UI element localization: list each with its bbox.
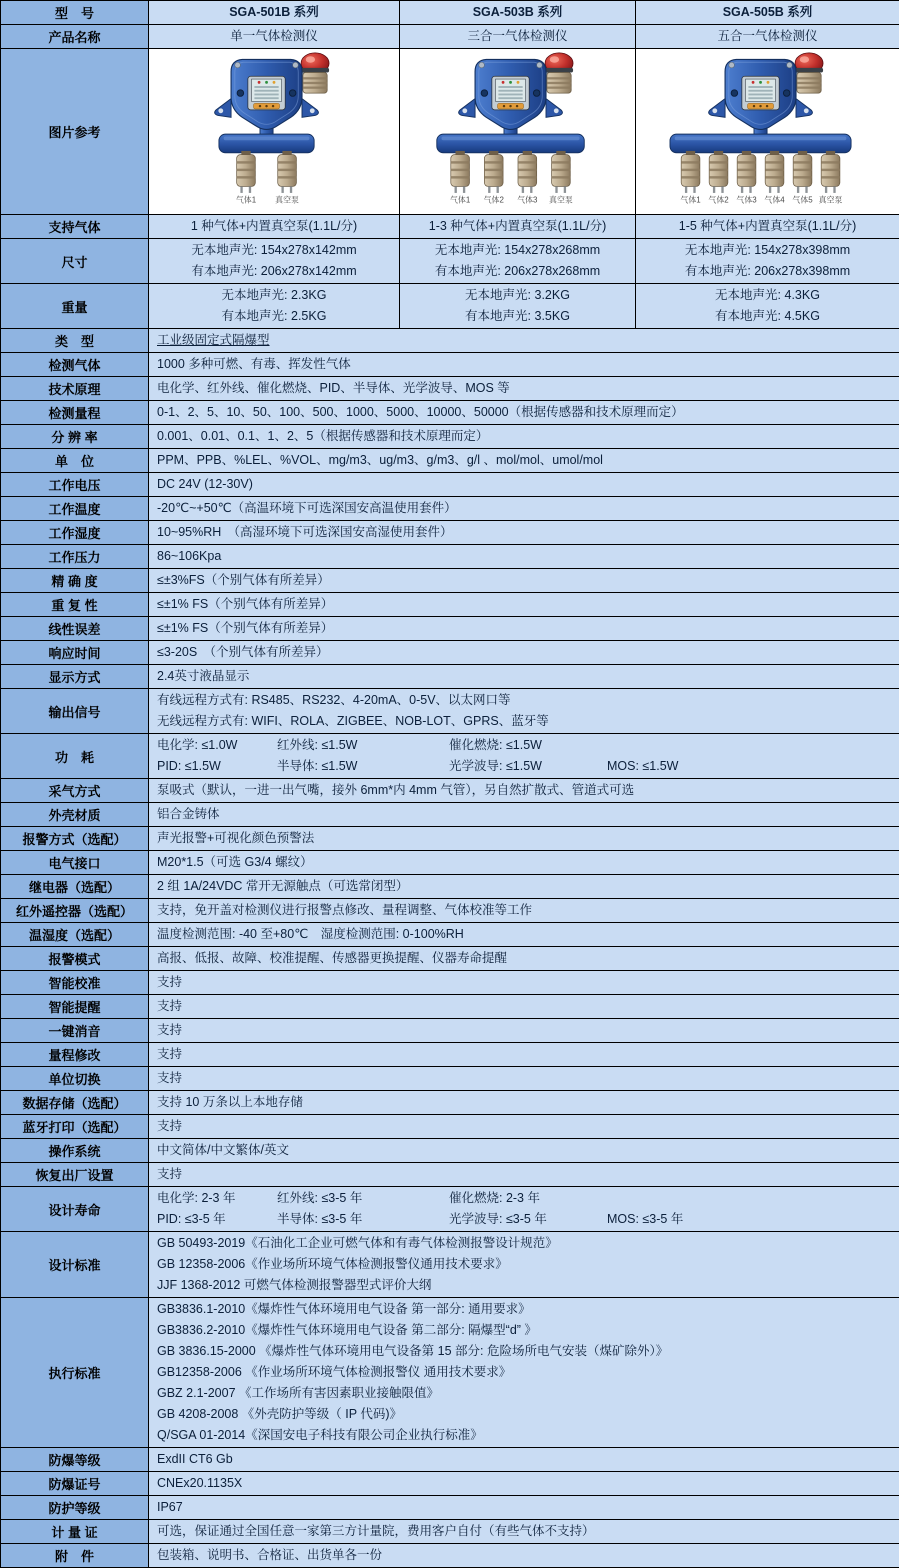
cell-relay-text: 2 组 1A/24VDC 常开无源触点（可选常闭型） [157, 879, 408, 893]
cell-detect-gas [149, 353, 899, 377]
spec-row-bt-print [1, 1115, 899, 1139]
cell-dimensions-2-line: 无本地声光: 154x278x268mm [402, 240, 633, 261]
spec-row-work-humidity [1, 521, 899, 545]
row-label-response-time: 响应时间 [1, 641, 149, 665]
row-label-design-standard: 设计标准 [1, 1232, 149, 1298]
cell-dimensions-1-line: 无本地声光: 154x278x142mm [151, 240, 397, 261]
spec-row-unit-switch [1, 1067, 899, 1091]
row-label-smart-calibration: 智能校准 [1, 971, 149, 995]
row-label-linearity: 线性误差 [1, 617, 149, 641]
cell-design-standard-line-3: JJF 1368-2012 可燃气体检测报警器型式评价大纲 [157, 1275, 891, 1296]
cell-alarm-method-text: 声光报警+可视化颜色预警法 [157, 831, 314, 845]
spec-row-ip-grade [1, 1496, 899, 1520]
cell-design-life-item: PID: ≤3-5 年 [157, 1209, 277, 1230]
cell-exec-standard-line-3: GB 3836.15-2000 《爆炸性气体环境用电气设备第 15 部分: 危险场所电气安装（煤矿除外）》 [157, 1341, 891, 1362]
row-label-unit: 单 位 [1, 449, 149, 473]
sensor-label: 气体2 [708, 194, 728, 204]
spec-row-accessories [1, 1544, 899, 1568]
spec-row-voltage [1, 473, 899, 497]
cell-housing [149, 803, 899, 827]
spec-row-model [1, 1, 899, 25]
cell-exec-standard-line-1: GB3836.1-2010《爆炸性气体环境用电气设备 第一部分: 通用要求》 [157, 1299, 891, 1320]
cell-dimensions-3-line: 无本地声光: 154x278x398mm [638, 240, 897, 261]
spec-row-response-time [1, 641, 899, 665]
cell-resolution-text: 0.001、0.01、0.1、1、2、5（根据传感器和技术原理而定） [157, 429, 488, 443]
cell-dimensions-3 [636, 239, 899, 284]
spec-row-alarm-modes [1, 947, 899, 971]
cell-supported-gases-2: 1-3 种气体+内置真空泵(1.1L/分) [400, 215, 636, 239]
cell-design-standard-line-1: GB 50493-2019《石油化工企业可燃气体和有毒气体检测报警设计规范》 [157, 1233, 891, 1254]
cell-principle-text: 电化学、红外线、催化燃烧、PID、半导体、光学波导、MOS 等 [157, 381, 510, 395]
cell-exec-standard-line-4: GB12358-2006 《作业场所环境气体检测报警仪 通用技术要求》 [157, 1362, 891, 1383]
cell-output-signal [149, 689, 899, 734]
cell-weight-3 [636, 284, 899, 329]
spec-row-sampling [1, 779, 899, 803]
spec-row-ex-cert [1, 1472, 899, 1496]
spec-row-image-reference [1, 49, 899, 215]
cell-design-life-item: 电化学: 2-3 年 [157, 1188, 277, 1209]
sensor-label: 气体3 [736, 194, 757, 204]
cell-bt-print-text: 支持 [157, 1119, 182, 1133]
cell-power-consumption-item: 光学波导: ≤1.5W [449, 756, 607, 777]
spec-row-accuracy [1, 569, 899, 593]
spec-row-metrology-cert [1, 1520, 899, 1544]
cell-smart-reminder [149, 995, 899, 1019]
row-label-display: 显示方式 [1, 665, 149, 689]
cell-power-consumption-item: MOS: ≤1.5W [607, 756, 891, 777]
cell-weight-3-line: 有本地声光: 4.5KG [638, 306, 897, 327]
row-label-range: 检测量程 [1, 401, 149, 425]
row-label-sampling: 采气方式 [1, 779, 149, 803]
row-label-ir-remote: 红外遥控器（选配） [1, 899, 149, 923]
cell-display-text: 2.4英寸液晶显示 [157, 669, 249, 683]
cell-work-pressure-text: 86~106Kpa [157, 549, 221, 563]
cell-weight-3-line: 无本地声光: 4.3KG [638, 285, 897, 306]
cell-design-life-item: MOS: ≤3-5 年 [607, 1209, 891, 1230]
cell-exec-standard-line-7: Q/SGA 01-2014《深国安电子科技有限公司企业执行标准》 [157, 1425, 891, 1446]
row-label-bt-print: 蓝牙打印（选配） [1, 1115, 149, 1139]
cell-display [149, 665, 899, 689]
cell-weight-1-line: 无本地声光: 2.3KG [151, 285, 397, 306]
cell-linearity-text: ≤±1% FS（个别气体有所差异） [157, 621, 333, 635]
row-label-factory-reset: 恢复出厂设置 [1, 1163, 149, 1187]
cell-principle [149, 377, 899, 401]
cell-range-text: 0-1、2、5、10、50、100、500、1000、5000、10000、50000（根据传感器和技术原理而定） [157, 405, 684, 419]
spec-row-weight [1, 284, 899, 329]
row-label-voltage: 工作电压 [1, 473, 149, 497]
row-label-one-key-mute: 一键消音 [1, 1019, 149, 1043]
spec-row-power-consumption [1, 734, 899, 779]
cell-power-consumption-item: 半导体: ≤1.5W [277, 756, 449, 777]
row-label-data-storage: 数据存储（选配） [1, 1091, 149, 1115]
row-label-exec-standard: 执行标准 [1, 1298, 149, 1448]
spec-row-relay [1, 875, 899, 899]
spec-row-ex-grade [1, 1448, 899, 1472]
spec-row-output-signal [1, 689, 899, 734]
cell-factory-reset-text: 支持 [157, 1167, 182, 1181]
cell-alarm-modes [149, 947, 899, 971]
spec-row-product-name [1, 25, 899, 49]
spec-row-temp-humidity [1, 923, 899, 947]
cell-metrology-cert [149, 1520, 899, 1544]
cell-unit-switch [149, 1067, 899, 1091]
cell-design-life-item: 光学波导: ≤3-5 年 [449, 1209, 607, 1230]
cell-one-key-mute-text: 支持 [157, 1023, 182, 1037]
cell-ir-remote [149, 899, 899, 923]
cell-housing-text: 铝合金铸体 [157, 807, 220, 821]
cell-sampling [149, 779, 899, 803]
product-photo-3 [636, 49, 899, 215]
spec-row-display [1, 665, 899, 689]
cell-supported-gases-3: 1-5 种气体+内置真空泵(1.1L/分) [636, 215, 899, 239]
row-label-metrology-cert: 计 量 证 [1, 1520, 149, 1544]
sensor-label: 气体1 [680, 194, 701, 204]
spec-row-detect-gas [1, 353, 899, 377]
cell-ip-grade [149, 1496, 899, 1520]
spec-row-alarm-method [1, 827, 899, 851]
row-label-weight: 重量 [1, 284, 149, 329]
row-label-work-temp: 工作温度 [1, 497, 149, 521]
cell-design-standard-line-2: GB 12358-2006《作业场所环境气体检测报警仪通用技术要求》 [157, 1254, 891, 1275]
cell-accessories-text: 包装箱、说明书、合格证、出货单各一份 [157, 1548, 382, 1562]
cell-data-storage [149, 1091, 899, 1115]
cell-ex-grade [149, 1448, 899, 1472]
gas-detector-illustration [651, 52, 885, 206]
sensor-label: 真空泵 [275, 194, 299, 204]
cell-power-consumption [149, 734, 899, 779]
row-label-unit-switch: 单位切换 [1, 1067, 149, 1091]
cell-power-consumption-item: 催化燃烧: ≤1.5W [449, 735, 607, 756]
cell-alarm-method [149, 827, 899, 851]
cell-os [149, 1139, 899, 1163]
spec-row-type [1, 329, 899, 353]
cell-weight-1 [149, 284, 400, 329]
row-label-temp-humidity: 温湿度（选配） [1, 923, 149, 947]
spec-row-housing [1, 803, 899, 827]
cell-accuracy-text: ≤±3%FS（个别气体有所差异） [157, 573, 330, 587]
sensor-label: 真空泵 [818, 194, 842, 204]
cell-response-time-text: ≤3-20S （个别气体有所差异） [157, 645, 328, 659]
cell-work-humidity-text: 10~95%RH （高湿环境下可选深国安高湿使用套件） [157, 525, 453, 539]
cell-power-consumption-item: 电化学: ≤1.0W [157, 735, 277, 756]
spec-row-work-pressure [1, 545, 899, 569]
cell-one-key-mute [149, 1019, 899, 1043]
cell-design-life-item: 半导体: ≤3-5 年 [277, 1209, 449, 1230]
cell-electrical-port-text: M20*1.5（可选 G3/4 螺纹） [157, 855, 313, 869]
cell-weight-2-line: 有本地声光: 3.5KG [402, 306, 633, 327]
spec-row-linearity [1, 617, 899, 641]
cell-output-signal-line-2: 无线远程方式有: WIFI、ROLA、ZIGBEE、NOB-LOT、GPRS、蓝牙等 [157, 711, 891, 732]
row-label-alarm-modes: 报警模式 [1, 947, 149, 971]
cell-alarm-modes-text: 高报、低报、故障、校准提醒、传感器更换提醒、仪器寿命提醒 [157, 951, 507, 965]
sensor-label: 气体1 [236, 194, 257, 204]
cell-ip-grade-text: IP67 [157, 1500, 183, 1514]
cell-exec-standard [149, 1298, 899, 1448]
cell-weight-2-line: 无本地声光: 3.2KG [402, 285, 633, 306]
row-label-dimensions: 尺寸 [1, 239, 149, 284]
row-label-detect-gas: 检测气体 [1, 353, 149, 377]
row-label-work-pressure: 工作压力 [1, 545, 149, 569]
row-label-relay: 继电器（选配） [1, 875, 149, 899]
row-label-smart-reminder: 智能提醒 [1, 995, 149, 1019]
sensor-label: 气体5 [792, 194, 813, 204]
product-photo-2 [400, 49, 636, 215]
sensor-label: 气体1 [450, 194, 471, 204]
spec-row-design-standard [1, 1232, 899, 1298]
cell-response-time [149, 641, 899, 665]
spec-row-work-temp [1, 497, 899, 521]
cell-metrology-cert-text: 可选，保证通过全国任意一家第三方计量院，费用客户自付（有些气体不支持） [157, 1524, 595, 1538]
cell-dimensions-2 [400, 239, 636, 284]
cell-repeatability [149, 593, 899, 617]
row-label-ex-grade: 防爆等级 [1, 1448, 149, 1472]
row-label-range-modify: 量程修改 [1, 1043, 149, 1067]
cell-design-life-item: 红外线: ≤3-5 年 [277, 1188, 449, 1209]
cell-relay [149, 875, 899, 899]
spec-row-principle [1, 377, 899, 401]
cell-ex-grade-text: ExdII CT6 Gb [157, 1452, 233, 1466]
cell-model-1: SGA-501B 系列 [149, 1, 400, 25]
row-label-power-consumption: 功 耗 [1, 734, 149, 779]
cell-temp-humidity [149, 923, 899, 947]
sensor-label: 气体4 [764, 194, 785, 204]
cell-detect-gas-text: 1000 多种可燃、有毒、挥发性气体 [157, 357, 351, 371]
cell-supported-gases-1: 1 种气体+内置真空泵(1.1L/分) [149, 215, 400, 239]
row-label-type: 类 型 [1, 329, 149, 353]
cell-sampling-text: 泵吸式（默认，一进一出气嘴，接外 6mm*内 4mm 气管），另自然扩散式、管道式可选 [157, 783, 634, 797]
cell-resolution [149, 425, 899, 449]
cell-work-temp [149, 497, 899, 521]
cell-exec-standard-line-5: GBZ 2.1-2007 《工作场所有害因素职业接触限值》 [157, 1383, 891, 1404]
cell-design-life [149, 1187, 899, 1232]
spec-row-exec-standard [1, 1298, 899, 1448]
cell-design-life-item: 催化燃烧: 2-3 年 [449, 1188, 607, 1209]
cell-os-text: 中文简体/中文繁体/英文 [157, 1143, 289, 1157]
cell-unit [149, 449, 899, 473]
cell-product-name-3: 五合一气体检测仪 [636, 25, 899, 49]
cell-factory-reset [149, 1163, 899, 1187]
cell-weight-2 [400, 284, 636, 329]
row-label-accuracy: 精 确 度 [1, 569, 149, 593]
cell-exec-standard-line-2: GB3836.2-2010《爆炸性气体环境用电气设备 第二部分: 隔爆型“d” 》 [157, 1320, 891, 1341]
cell-linearity [149, 617, 899, 641]
row-label-product-name: 产品名称 [1, 25, 149, 49]
cell-voltage [149, 473, 899, 497]
spec-row-resolution [1, 425, 899, 449]
cell-range-modify [149, 1043, 899, 1067]
cell-electrical-port [149, 851, 899, 875]
cell-output-signal-line-1: 有线远程方式有: RS485、RS232、4-20mA、0-5V、以太网口等 [157, 690, 891, 711]
cell-power-consumption-item: PID: ≤1.5W [157, 756, 277, 777]
cell-model-2: SGA-503B 系列 [400, 1, 636, 25]
spec-row-electrical-port [1, 851, 899, 875]
spec-row-ir-remote [1, 899, 899, 923]
cell-work-temp-text: -20℃~+50℃（高温环境下可选深国安高温使用套件） [157, 501, 457, 515]
cell-ex-cert-text: CNEx20.1135X [157, 1476, 242, 1490]
cell-dimensions-1 [149, 239, 400, 284]
cell-accuracy [149, 569, 899, 593]
row-label-work-humidity: 工作湿度 [1, 521, 149, 545]
cell-model-3: SGA-505B 系列 [636, 1, 899, 25]
cell-smart-calibration [149, 971, 899, 995]
cell-range [149, 401, 899, 425]
spec-row-dimensions [1, 239, 899, 284]
spec-row-supported-gases [1, 215, 899, 239]
spec-row-repeatability [1, 593, 899, 617]
cell-work-humidity [149, 521, 899, 545]
product-photo-1 [149, 49, 400, 215]
row-label-image-reference: 图片参考 [1, 49, 149, 215]
spec-row-one-key-mute [1, 1019, 899, 1043]
cell-dimensions-3-line: 有本地声光: 206x278x398mm [638, 261, 897, 282]
spec-row-smart-calibration [1, 971, 899, 995]
sensor-label: 真空泵 [549, 194, 573, 204]
gas-detector-illustration [401, 52, 635, 206]
cell-data-storage-text: 支持 10 万条以上本地存储 [157, 1095, 303, 1109]
row-label-model: 型 号 [1, 1, 149, 25]
cell-bt-print [149, 1115, 899, 1139]
cell-ir-remote-text: 支持，免开盖对检测仪进行报警点修改、量程调整、气体校准等工作 [157, 903, 532, 917]
row-label-housing: 外壳材质 [1, 803, 149, 827]
gas-detector-illustration [157, 52, 391, 206]
row-label-ex-cert: 防爆证号 [1, 1472, 149, 1496]
cell-smart-reminder-text: 支持 [157, 999, 182, 1013]
cell-exec-standard-line-6: GB 4208-2008 《外壳防护等级（ IP 代码)》 [157, 1404, 891, 1425]
spec-row-range [1, 401, 899, 425]
cell-dimensions-2-line: 有本地声光: 206x278x268mm [402, 261, 633, 282]
sensor-label: 气体3 [517, 194, 538, 204]
row-label-principle: 技术原理 [1, 377, 149, 401]
row-label-repeatability: 重 复 性 [1, 593, 149, 617]
cell-accessories [149, 1544, 899, 1568]
cell-unit-text: PPM、PPB、%LEL、%VOL、mg/m3、ug/m3、g/m3、g/l 、mol/mol、umol/mol [157, 453, 603, 467]
spec-row-unit [1, 449, 899, 473]
cell-range-modify-text: 支持 [157, 1047, 182, 1061]
cell-work-pressure [149, 545, 899, 569]
cell-type [149, 329, 899, 353]
cell-smart-calibration-text: 支持 [157, 975, 182, 989]
cell-product-name-2: 三合一气体检测仪 [400, 25, 636, 49]
cell-design-standard [149, 1232, 899, 1298]
sensor-label: 气体2 [483, 194, 503, 204]
spec-row-smart-reminder [1, 995, 899, 1019]
row-label-resolution: 分 辨 率 [1, 425, 149, 449]
row-label-electrical-port: 电气接口 [1, 851, 149, 875]
row-label-alarm-method: 报警方式（选配） [1, 827, 149, 851]
cell-repeatability-text: ≤±1% FS（个别气体有所差异） [157, 597, 333, 611]
row-label-os: 操作系统 [1, 1139, 149, 1163]
row-label-supported-gases: 支持气体 [1, 215, 149, 239]
spec-row-factory-reset [1, 1163, 899, 1187]
cell-product-name-1: 单一气体检测仪 [149, 25, 400, 49]
cell-weight-1-line: 有本地声光: 2.5KG [151, 306, 397, 327]
cell-power-consumption-item: 红外线: ≤1.5W [277, 735, 449, 756]
spec-row-range-modify [1, 1043, 899, 1067]
cell-type-text: 工业级固定式隔爆型 [157, 333, 270, 347]
spec-row-data-storage [1, 1091, 899, 1115]
cell-ex-cert [149, 1472, 899, 1496]
cell-dimensions-1-line: 有本地声光: 206x278x142mm [151, 261, 397, 282]
row-label-design-life: 设计寿命 [1, 1187, 149, 1232]
spec-row-os [1, 1139, 899, 1163]
cell-temp-humidity-text: 温度检测范围: -40 至+80℃ 湿度检测范围: 0-100%RH [157, 927, 464, 941]
row-label-output-signal: 输出信号 [1, 689, 149, 734]
spec-row-design-life [1, 1187, 899, 1232]
row-label-accessories: 附 件 [1, 1544, 149, 1568]
cell-unit-switch-text: 支持 [157, 1071, 182, 1085]
cell-voltage-text: DC 24V (12-30V) [157, 477, 253, 491]
row-label-ip-grade: 防护等级 [1, 1496, 149, 1520]
